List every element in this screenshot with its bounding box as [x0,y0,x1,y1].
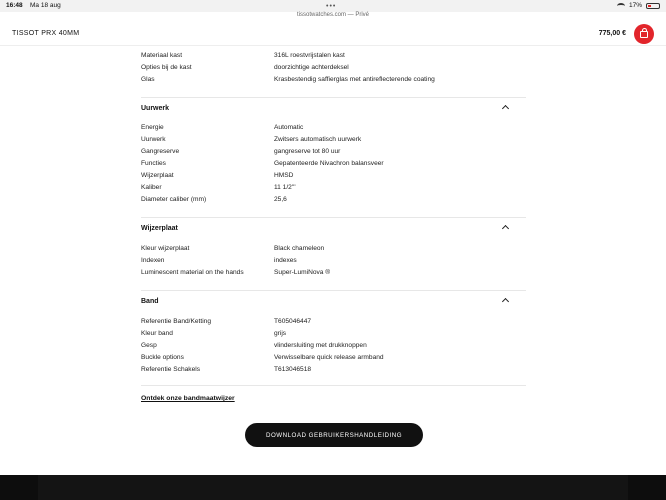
url-text[interactable]: tissotwatches.com — Privé [296,12,370,18]
spec-key: Materiaal kast [141,52,183,59]
more-dots-icon[interactable]: ••• [326,3,337,10]
chevron-up-icon[interactable] [502,225,509,232]
status-bar [0,0,666,12]
size-guide-link[interactable]: Ontdek onze bandmaatwijzer [141,395,235,402]
spec-value: T605046447 [274,318,312,325]
add-to-cart-button[interactable] [634,24,654,44]
spec-value: Gepatenteerde Nivachron balansveer [274,160,384,167]
section-header-band[interactable] [141,290,526,310]
divider [141,385,526,386]
spec-value: 25,6 [274,196,287,203]
spec-key: Referentie Schakels [141,366,201,373]
status-right [617,2,660,9]
spec-key: Indexen [141,257,165,264]
spec-key: Functies [141,160,166,167]
spec-key: Wijzerplaat [141,172,174,179]
spec-value: Verwisselbare quick release armband [274,354,384,361]
spec-key: Uurwerk [141,136,166,143]
spec-key: Glas [141,76,155,83]
spec-value: T613046518 [274,366,312,373]
wifi-icon [617,3,625,9]
section-title: Wijzerplaat [141,225,178,232]
footer-panel [38,475,628,500]
footer [0,475,666,500]
spec-value: Automatic [274,124,304,131]
section-title: Band [141,298,159,305]
spec-value: Zwitsers automatisch uurwerk [274,136,362,143]
spec-key: Gesp [141,342,157,349]
spec-value: vlindersluiting met drukknoppen [274,342,367,349]
spec-value: HMSD [274,172,294,179]
status-time: 16:48 [6,2,23,9]
spec-key: Luminescent material on the hands [141,269,244,276]
spec-key: Buckle options [141,354,184,361]
spec-value: 316L roestvrijstalen kast [274,52,345,59]
spec-value: Black chameleon [274,245,325,252]
spec-key: Gangreserve [141,148,180,155]
spec-value: gangreserve tot 80 uur [274,148,341,155]
product-price: 775,00 € [598,30,626,37]
spec-value: indexes [274,257,297,264]
spec-key: Kleur wijzerplaat [141,245,190,252]
spec-value: 11 1/2''' [274,184,296,191]
spec-value: doorzichtige achterdeksel [274,64,349,71]
spec-key: Referentie Band/Ketting [141,318,212,325]
section-header-uurwerk[interactable] [141,97,526,117]
shopping-bag-icon [640,31,648,38]
chevron-up-icon[interactable] [502,298,509,305]
section-title: Uurwerk [141,105,170,112]
sticky-product-header [0,22,666,46]
battery-icon [646,3,660,9]
spec-key: Kaliber [141,184,162,191]
spec-key: Diameter caliber (mm) [141,196,207,203]
battery-percent: 17% [628,2,642,9]
spec-value: grijs [274,330,287,337]
download-manual-button[interactable]: DOWNLOAD GEBRUIKERSHANDLEIDING [245,423,423,447]
product-title: TISSOT PRX 40MM [12,30,80,37]
spec-key: Kleur band [141,330,173,337]
chevron-up-icon[interactable] [502,105,509,112]
spec-value: Krasbestendig saffierglas met antireflecterende coating [274,76,435,83]
section-header-wijzerplaat[interactable] [141,217,526,237]
spec-value: Super-LumiNova ® [274,269,331,276]
status-date: Ma 18 aug [30,2,61,9]
spec-key: Opties bij de kast [141,64,192,71]
spec-key: Energie [141,124,164,131]
